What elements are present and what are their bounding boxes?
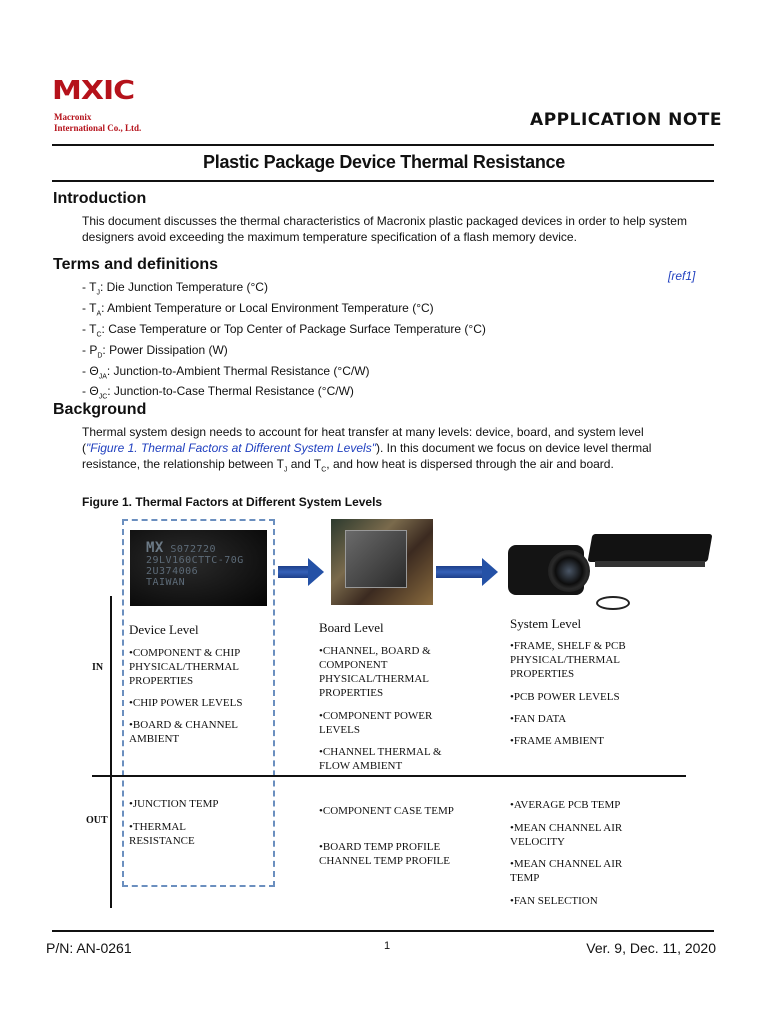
term-item: - $T_C$: Case Temperature or Top Center of Package Surface Temperature (°C) <box>82 321 486 339</box>
in-label: IN <box>92 662 104 673</box>
system-in-item: •FRAME AMBIENT <box>510 735 604 747</box>
introduction-text: This document discusses the thermal characteristics of Macronix plastic packaged devices in order to help system designers avoid exceeding the maximum temperature specification of a flash memory device. <box>82 214 687 244</box>
page-title: Plastic Package Device Thermal Resistance <box>203 152 565 172</box>
background-line-1: Thermal system design needs to account for heat transfer at many levels: device, board, and system level <box>82 425 644 439</box>
figure-link[interactable]: "Figure 1. Thermal Factors at Different System Levels" <box>86 441 376 455</box>
company-logo: MXIC <box>52 76 135 106</box>
board-in-item: •CHANNEL, BOARD & COMPONENT PHYSICAL/THERMAL PROPERTIES <box>319 645 431 699</box>
background-line-3: resistance, the relationship between $T_J$ and $T_C$, and how heat is dispersed through the air and board. <box>82 457 614 474</box>
company-name-line1: Macronix <box>54 112 92 122</box>
background-text <box>82 424 722 478</box>
system-level-heading: System Level <box>510 616 582 631</box>
camera-lens-icon <box>548 550 590 592</box>
out-label: OUT <box>86 815 108 826</box>
device-in-item: •CHIP POWER LEVELS <box>129 697 243 709</box>
device-in-item: •COMPONENT & CHIP PHYSICAL/THERMAL PROPERTIES <box>129 647 240 687</box>
system-in-item: •FAN DATA <box>510 713 567 725</box>
section-heading-introduction: Introduction <box>53 190 147 207</box>
board-chip-icon <box>345 530 407 588</box>
system-in-item: •FRAME, SHELF & PCB PHYSICAL/THERMAL PROPERTIES <box>510 640 626 680</box>
terms-list <box>82 280 486 405</box>
version-date: Ver. 9, Dec. 11, 2020 <box>586 940 716 956</box>
device-level-heading: Device Level <box>129 622 199 637</box>
section-heading-terms: Terms and definitions <box>53 256 219 273</box>
company-name-line2: International Co., Ltd. <box>54 123 142 133</box>
system-in-item: •PCB POWER LEVELS <box>510 691 620 703</box>
arrow-right-icon <box>278 558 324 586</box>
board-out-item: •BOARD TEMP PROFILE CHANNEL TEMP PROFILE <box>319 841 450 867</box>
board-in-item: •COMPONENT POWER LEVELS <box>319 710 433 736</box>
term-item: - $\Theta_{JA}$: Junction-to-Ambient Thermal Resistance (°C/W) <box>82 363 370 380</box>
system-out-item: •FAN SELECTION <box>510 895 598 907</box>
header-rule <box>52 144 714 146</box>
board-in-item: •CHANNEL THERMAL & FLOW AMBIENT <box>319 746 442 772</box>
section-heading-background: Background <box>53 401 147 418</box>
background-line-2: ("Figure 1. Thermal Factors at Different System Levels"). In this document we focus on device level thermal <box>82 441 652 455</box>
part-number: P/N: AN-0261 <box>46 940 132 956</box>
page-number: 1 <box>384 940 391 952</box>
set-top-box-icon <box>588 534 713 562</box>
board-level-heading: Board Level <box>319 620 384 635</box>
system-out-item: •MEAN CHANNEL AIR VELOCITY <box>510 822 623 848</box>
cable-icon <box>596 596 630 610</box>
system-out-item: •MEAN CHANNEL AIR TEMP <box>510 858 623 884</box>
system-out-item: •AVERAGE PCB TEMP <box>510 799 621 811</box>
device-out-item: •JUNCTION TEMP <box>129 798 219 810</box>
set-top-box-base <box>595 561 705 567</box>
board-out-item: •COMPONENT CASE TEMP <box>319 805 454 817</box>
arrow-right-icon <box>436 558 498 586</box>
term-item: - $T_J$: Die Junction Temperature (°C) <box>82 280 268 297</box>
device-out-item: •THERMAL RESISTANCE <box>129 821 195 847</box>
title-rule <box>52 180 714 182</box>
term-item: - $T_A$: Ambient Temperature or Local Environment Temperature (°C) <box>82 300 434 318</box>
figure-vertical-axis <box>110 596 112 908</box>
term-item: - $P_D$: Power Dissipation (W) <box>82 342 228 360</box>
term-item: - $\Theta_{JC}$: Junction-to-Case Thermal Resistance (°C/W) <box>82 384 354 401</box>
document-type: APPLICATION NOTE <box>530 110 722 130</box>
footer-rule <box>52 930 714 932</box>
chip-marking: MX S072720 29LV160CTTC-70G 2U374006 TAIWAN <box>146 540 244 588</box>
device-in-item: •BOARD & CHANNEL AMBIENT <box>129 719 238 745</box>
figure-in-out-divider <box>92 775 686 777</box>
reference-link[interactable]: [ref1] <box>668 269 696 283</box>
company-name <box>54 112 141 134</box>
figure-caption: Figure 1. Thermal Factors at Different System Levels <box>82 495 383 509</box>
